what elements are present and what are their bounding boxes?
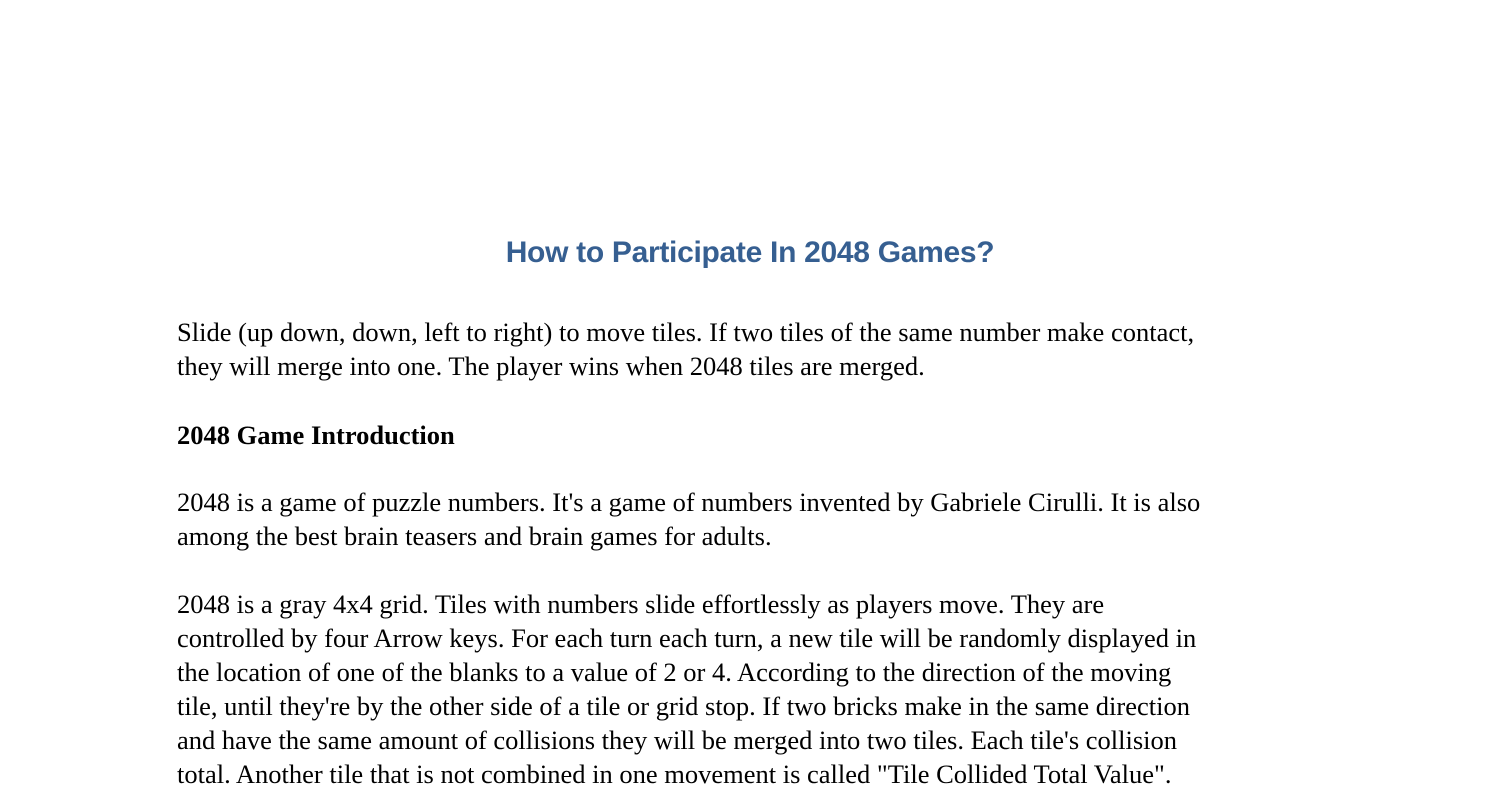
text-line: and have the same amount of collisions they will be merged into two tiles. Each tile's collision bbox=[177, 725, 1178, 755]
text-line: among the best brain teasers and brain games for adults. bbox=[177, 521, 772, 551]
paragraph-how-to-play bbox=[177, 315, 1194, 383]
text-line: tile, until they're by the other side of a tile or grid stop. If two bricks make in the same direction bbox=[177, 691, 1190, 721]
text-line: 2048 is a game of puzzle numbers. It's a game of numbers invented by Gabriele Cirulli. It is also bbox=[177, 487, 1201, 517]
text-line: controlled by four Arrow keys. For each turn each turn, a new tile will be randomly displayed in bbox=[177, 623, 1197, 653]
text-line: Slide (up down, down, left to right) to move tiles. If two tiles of the same number make contact, bbox=[177, 317, 1195, 347]
document-title: How to Participate In 2048 Games? bbox=[505, 236, 995, 269]
text-line: total. Another tile that is not combined in one movement is called "Tile Collided Total Value". bbox=[177, 759, 1172, 789]
text-line: 2048 is a gray 4x4 grid. Tiles with numbers slide effortlessly as players move. They are bbox=[177, 589, 1105, 619]
text-line: the location of one of the blanks to a value of 2 or 4. According to the direction of the moving bbox=[177, 657, 1172, 687]
paragraph-introduction bbox=[177, 485, 1200, 553]
text-line: they will merge into one. The player wins when 2048 tiles are merged. bbox=[177, 351, 925, 381]
paragraph-grid-description bbox=[177, 587, 1196, 791]
section-heading: 2048 Game Introduction bbox=[177, 420, 455, 450]
